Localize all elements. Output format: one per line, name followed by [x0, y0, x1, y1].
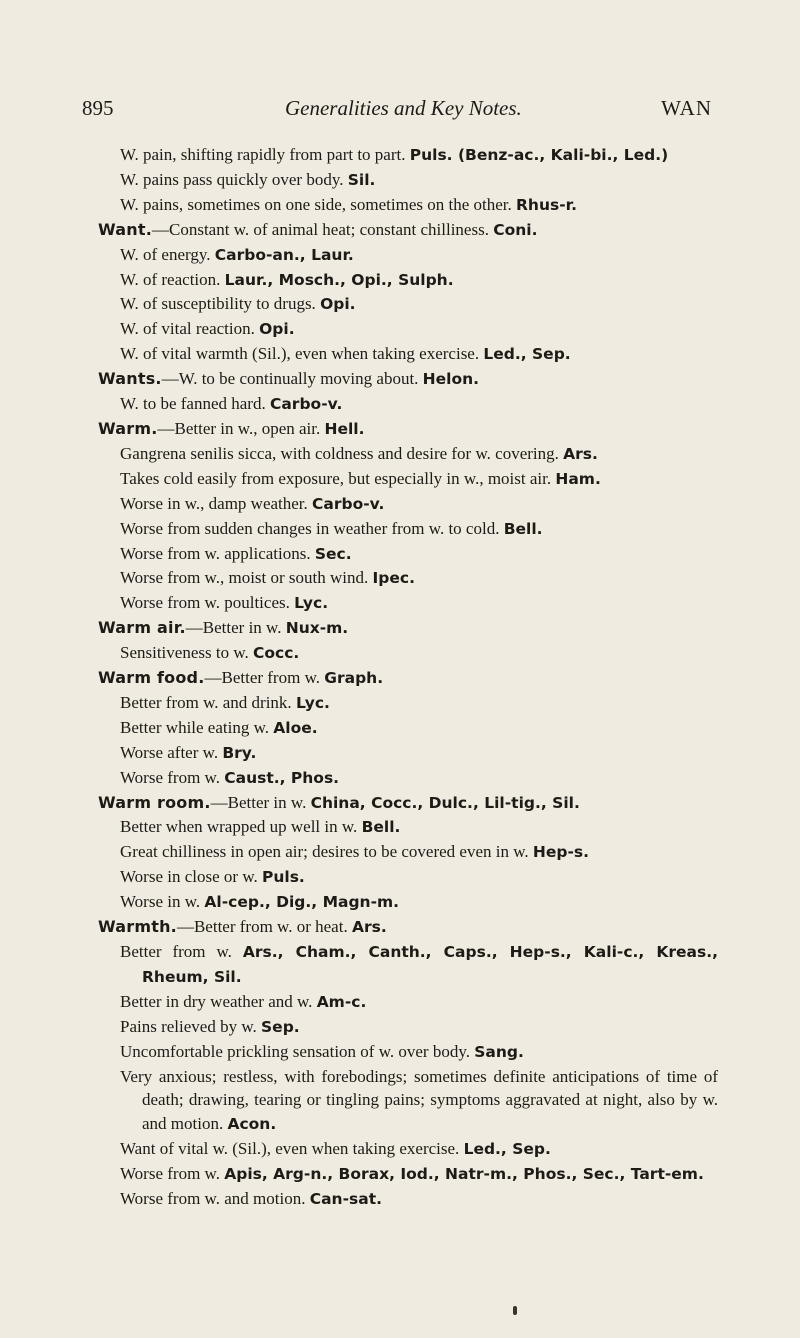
remedy-list: Caust., Phos.	[224, 768, 340, 787]
symptom-text: —Better in w.	[185, 618, 282, 638]
ink-speck	[513, 1306, 517, 1315]
sub-entry	[98, 766, 718, 791]
rubric-heading: Warmth.	[98, 917, 177, 937]
rubric-heading: Warm.	[98, 418, 158, 438]
remedy-list: China, Cocc., Dulc., Lil-tig., Sil.	[310, 793, 580, 812]
remedy-list: Ham.	[555, 469, 601, 488]
sub-entry	[98, 168, 718, 193]
symptom-text: —Better from w.	[204, 668, 320, 688]
sub-entry	[98, 1015, 718, 1040]
sub-entry	[98, 1187, 718, 1212]
symptom-text: Worse in close or w.	[120, 867, 258, 887]
remedy-list: Aloe.	[273, 718, 318, 737]
remedy-list: Opi.	[320, 295, 356, 314]
remedy-list: Bell.	[361, 818, 401, 837]
symptom-text: Worse from w., moist or south wind.	[120, 568, 369, 588]
rubric-entry	[98, 367, 718, 392]
remedy-list: Can-sat.	[309, 1190, 382, 1209]
sub-entry	[98, 691, 718, 716]
sub-entry	[98, 716, 718, 741]
rubric-heading: Want.	[98, 219, 152, 239]
symptom-text: —W. to be continually moving about.	[161, 369, 419, 389]
sub-entry	[98, 342, 718, 367]
remedy-list: Al-cep., Dig., Magn-m.	[204, 893, 400, 912]
sub-entry	[98, 1040, 718, 1065]
sub-entry	[98, 243, 718, 268]
remedy-list: Carbo-v.	[269, 395, 343, 414]
rubric-entry	[98, 616, 718, 641]
remedy-list: Sec.	[314, 544, 352, 563]
symptom-text: Want of vital w. (Sil.), even when taking exercise.	[120, 1139, 460, 1159]
symptom-text: Worse from w.	[120, 1164, 220, 1184]
sub-entry	[98, 467, 718, 492]
remedy-list: Sep.	[261, 1017, 300, 1036]
symptom-text: Better in dry weather and w.	[120, 991, 313, 1011]
remedy-list: Puls.	[262, 868, 305, 887]
remedy-list: Ars.	[351, 918, 387, 937]
symptom-text: —Better in w.	[210, 792, 307, 812]
symptom-text: W. of vital reaction.	[120, 319, 255, 339]
remedy-list: Laur., Mosch., Opi., Sulph.	[224, 270, 454, 289]
sub-entry	[98, 741, 718, 766]
rubric-heading: Warm air.	[98, 618, 186, 638]
symptom-text: Worse from w. and motion.	[120, 1189, 306, 1209]
sub-entry	[98, 815, 718, 840]
sub-entry	[98, 193, 718, 218]
symptom-text: Better from w. and drink.	[120, 692, 292, 712]
sub-entry	[98, 1162, 718, 1187]
symptom-text: Worse in w., damp weather.	[120, 493, 308, 513]
page-number: 895	[82, 96, 114, 120]
remedy-list: Bry.	[222, 743, 257, 762]
symptom-text: Worse after w.	[120, 742, 219, 762]
sub-entry	[98, 641, 718, 666]
remedy-list: Hell.	[324, 419, 365, 438]
rubric-entry	[98, 666, 718, 691]
symptom-text: Better while eating w.	[120, 717, 270, 737]
rubric-heading: Wants.	[98, 369, 162, 389]
sub-entry	[98, 1137, 718, 1162]
sub-entry	[98, 1065, 718, 1138]
sub-entry	[98, 392, 718, 417]
symptom-text: W. to be fanned hard.	[120, 394, 266, 414]
symptom-text: Uncomfortable prickling sensation of w. over body.	[120, 1041, 470, 1061]
sub-entry	[98, 990, 718, 1015]
remedy-list: Carbo-an., Laur.	[214, 245, 354, 264]
symptom-text: Worse from w. applications.	[120, 543, 311, 563]
sub-entry	[98, 317, 718, 342]
sub-entry	[98, 268, 718, 293]
symptom-text: Sensitiveness to w.	[120, 643, 249, 663]
remedy-list: Rhus-r.	[516, 195, 577, 214]
remedy-list: Coni.	[493, 220, 538, 239]
rubric-entry	[98, 218, 718, 243]
sub-entry	[98, 542, 718, 567]
symptom-text: W. of energy.	[120, 244, 211, 264]
sub-entry	[98, 865, 718, 890]
sub-entry	[98, 442, 718, 467]
key-word: WAN	[661, 96, 712, 120]
entry-list	[98, 143, 718, 1212]
symptom-text: W. pains pass quickly over body.	[120, 169, 344, 189]
sub-entry	[98, 517, 718, 542]
remedy-list: Sil.	[347, 170, 376, 189]
remedy-list: Ars., Cham., Canth., Caps., Hep-s., Kali-c., Kreas., Rheum, Sil.	[142, 943, 719, 986]
running-header	[82, 96, 712, 126]
remedy-list: Helon.	[422, 370, 480, 389]
symptom-text: Better when wrapped up well in w.	[120, 817, 358, 837]
symptom-text: Gangrena senilis sicca, with coldness and desire for w. covering.	[120, 443, 559, 463]
rubric-heading: Warm room.	[98, 792, 211, 812]
sub-entry	[98, 591, 718, 616]
symptom-text: Pains relieved by w.	[120, 1016, 257, 1036]
rubric-heading: Warm food.	[98, 668, 205, 688]
symptom-text: —Constant w. of animal heat; constant chilliness.	[152, 219, 489, 239]
remedy-list: Cocc.	[253, 644, 300, 663]
remedy-list: Ipec.	[372, 569, 415, 588]
rubric-entry	[98, 791, 718, 816]
running-title: Generalities and Key Notes.	[285, 96, 522, 120]
symptom-text: Worse from w.	[120, 767, 220, 787]
symptom-text: W. of vital warmth (Sil.), even when taking exercise.	[120, 344, 480, 364]
remedy-list: Puls. (Benz-ac., Kali-bi., Led.)	[409, 146, 669, 164]
remedy-list: Lyc.	[295, 693, 330, 712]
rubric-entry	[98, 915, 718, 940]
remedy-list: Opi.	[259, 320, 295, 339]
sub-entry	[98, 292, 718, 317]
remedy-list: Led., Sep.	[483, 345, 571, 364]
symptom-text: W. pain, shifting rapidly from part to part.	[120, 145, 406, 164]
remedy-list: Acon.	[227, 1115, 277, 1134]
symptom-text: W. of susceptibility to drugs.	[120, 294, 316, 314]
symptom-text: Great chilliness in open air; desires to be covered even in w.	[120, 842, 529, 862]
remedy-list: Hep-s.	[532, 843, 590, 862]
symptom-text: —Better from w. or heat.	[176, 917, 348, 937]
symptom-text: Better from w.	[120, 942, 232, 961]
remedy-list: Apis, Arg-n., Borax, Iod., Natr-m., Phos., Sec., Tart-em.	[224, 1165, 704, 1184]
sub-entry	[98, 840, 718, 865]
remedy-list: Am-c.	[316, 992, 367, 1011]
remedy-list: Bell.	[503, 519, 543, 538]
symptom-text: Worse in w.	[120, 892, 201, 912]
symptom-text: Very anxious; restless, with forebodings; sometimes definite anticipations of time of death; drawing, tearing or tingling pains; symptoms aggravated at night, also by w. and motion.	[120, 1066, 718, 1134]
remedy-list: Lyc.	[294, 594, 329, 613]
symptom-text: Worse from sudden changes in weather from w. to cold.	[120, 518, 500, 538]
sub-entry	[98, 890, 718, 915]
sub-entry	[98, 143, 718, 168]
remedy-list: Carbo-v.	[312, 494, 385, 513]
remedy-list: Graph.	[324, 669, 384, 688]
rubric-entry	[98, 417, 718, 442]
symptom-text: W. pains, sometimes on one side, sometimes on the other.	[120, 194, 512, 214]
symptom-text: Worse from w. poultices.	[120, 593, 290, 613]
remedy-list: Nux-m.	[285, 619, 349, 638]
remedy-list: Sang.	[474, 1042, 524, 1061]
sub-entry	[98, 566, 718, 591]
remedy-list: Ars.	[563, 444, 598, 463]
symptom-text: Takes cold easily from exposure, but especially in w., moist air.	[120, 468, 552, 488]
remedy-list: Led., Sep.	[463, 1140, 551, 1159]
symptom-text: —Better in w., open air.	[157, 418, 321, 438]
sub-entry	[98, 492, 718, 517]
sub-entry	[98, 940, 718, 990]
symptom-text: W. of reaction.	[120, 269, 221, 289]
